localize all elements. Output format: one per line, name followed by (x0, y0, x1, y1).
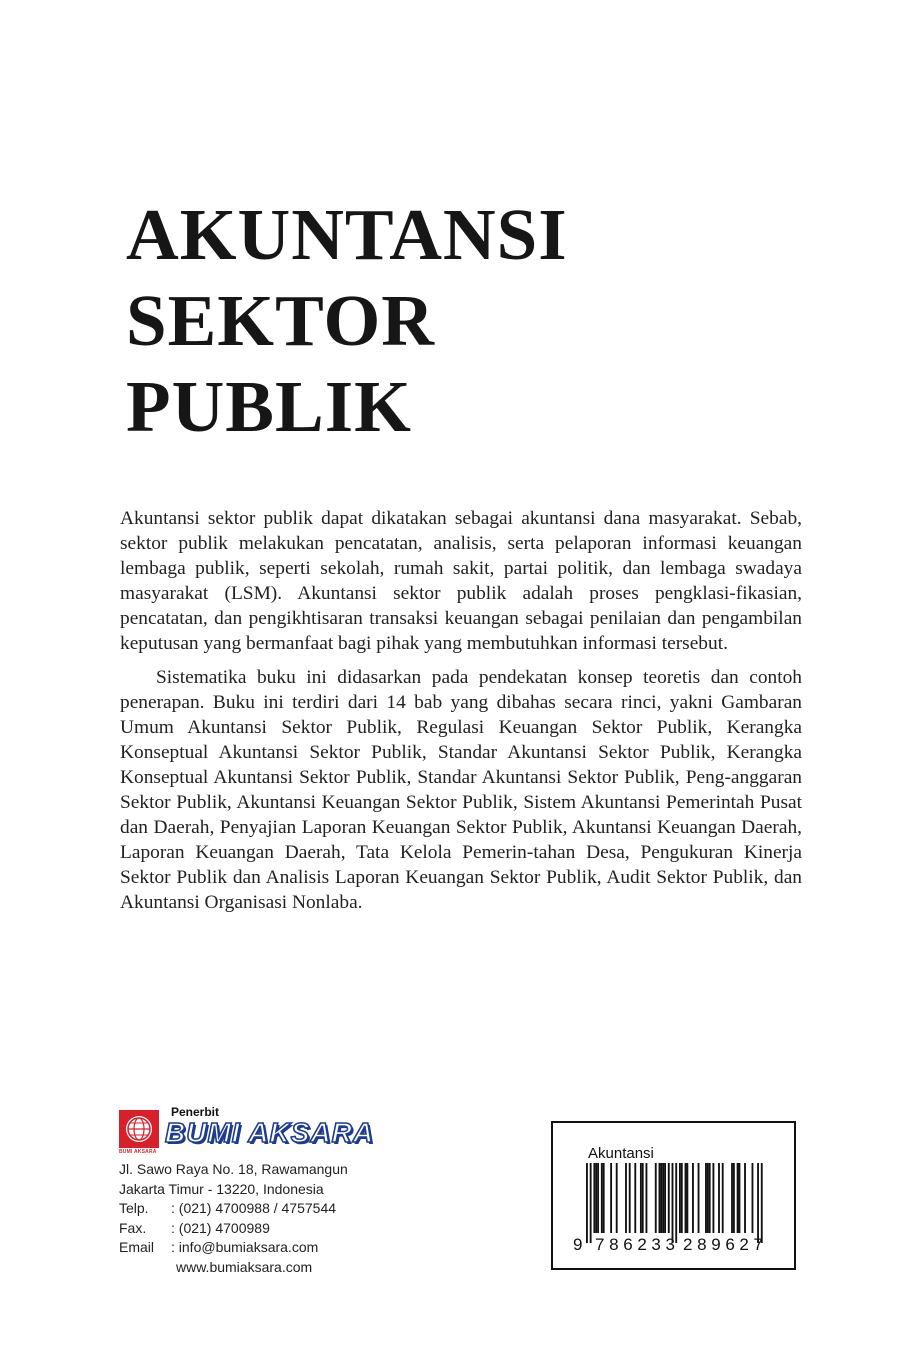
barcode-bar (601, 1163, 603, 1233)
barcode-bar (739, 1163, 741, 1233)
barcode-guard-bar (590, 1163, 592, 1243)
barcode-bar (610, 1163, 612, 1233)
barcode-bar (603, 1163, 605, 1233)
barcode-guard-bar (586, 1163, 588, 1243)
barcode-bar (646, 1163, 648, 1233)
barcode-bar (595, 1163, 597, 1233)
email-row (119, 1238, 348, 1258)
publisher-contact (119, 1160, 348, 1277)
email-value: : info@bumiaksara.com (171, 1239, 319, 1255)
barcode-leading-digit: 9 (573, 1235, 583, 1254)
barcode-bar (655, 1163, 657, 1233)
barcode-bar (752, 1163, 754, 1233)
website: www.bumiaksara.com (176, 1258, 313, 1275)
barcode-right-digits: 289627 (683, 1235, 763, 1254)
barcode-bar (686, 1163, 688, 1233)
barcode-bar (705, 1163, 707, 1233)
barcode-bar (593, 1163, 595, 1233)
publisher-label: Penerbit (171, 1105, 220, 1119)
address-line-2: Jakarta Timur - 13220, Indonesia (119, 1180, 324, 1197)
phone-row (119, 1199, 348, 1219)
barcode-bar (737, 1163, 739, 1233)
barcode-bar (681, 1163, 683, 1233)
barcode-bar (642, 1163, 644, 1233)
title-line-3: PUBLIK (126, 366, 412, 447)
barcode-bar (597, 1163, 599, 1233)
barcode-bar (659, 1163, 661, 1233)
barcode-bar (664, 1163, 666, 1233)
isbn-barcode (553, 1123, 794, 1268)
barcode-bar (685, 1163, 687, 1233)
barcode-guard-bar (672, 1163, 674, 1243)
barcode-bar (660, 1163, 662, 1233)
barcode-bar (616, 1163, 618, 1233)
barcode-bar (712, 1163, 714, 1233)
barcode-bar (662, 1163, 664, 1233)
fax-row (119, 1219, 348, 1239)
barcode-bar (707, 1163, 709, 1233)
barcode-guard-bar (757, 1163, 759, 1243)
phone-label: Telp. (119, 1200, 149, 1216)
title-line-1: AKUNTANSI (126, 194, 568, 275)
barcode-guard-bar (761, 1163, 763, 1243)
barcode-bar (733, 1163, 735, 1233)
barcode-bar (679, 1163, 681, 1233)
barcode-bar (668, 1163, 670, 1233)
logo-caption: BUMI AKSARA (119, 1149, 157, 1155)
barcode-guard-bar (675, 1163, 677, 1243)
barcode-bar (731, 1163, 733, 1233)
barcode-bar (640, 1163, 642, 1233)
publisher-logo (119, 1105, 419, 1153)
barcode-bar (692, 1163, 694, 1233)
barcode-bar (625, 1163, 627, 1233)
barcode-bar (744, 1163, 746, 1233)
publisher-name: BUMI AKSARA (165, 1117, 375, 1148)
barcode-bar (634, 1163, 636, 1233)
barcode-bar (629, 1163, 631, 1233)
barcode-bar (698, 1163, 700, 1233)
barcode-bar (718, 1163, 720, 1233)
book-title (126, 192, 568, 450)
bumi-aksara-logo-icon (119, 1110, 159, 1148)
fax-value: : (021) 4700989 (171, 1219, 270, 1236)
address-line-1: Jl. Sawo Raya No. 18, Rawamangun (119, 1161, 348, 1177)
email-label: Email (119, 1239, 155, 1255)
phone-value: : (021) 4700988 / 4757544 (171, 1200, 337, 1216)
barcode-bar (722, 1163, 724, 1233)
isbn-barcode-box (551, 1121, 796, 1270)
description-paragraph-1: Akuntansi sektor publik dapat dikatakan sebagai akuntansi dana masyarakat. Sebab, sektor publik melakukan pencatatan, analisis, serta pelaporan informasi keuangan lembaga publik, seperti sekolah, rumah sakit, partai politik, dan lembaga swadaya masyarakat (LSM). Akuntansi sektor publik adalah proses pengklasi-fikasian, pencatatan, dan pengikhtisaran transaksi keuangan sebagai penilaian dan pengambilan keputusan yang bermanfaat bagi pihak yang membutuhkan informasi tersebut. (120, 508, 802, 655)
fax-label: Fax. (119, 1219, 147, 1236)
barcode-bar (709, 1163, 711, 1233)
barcode-left-digits: 786233 (595, 1235, 675, 1254)
book-description (120, 506, 802, 924)
barcode-label: Akuntansi (588, 1145, 654, 1162)
title-line-2: SEKTOR (126, 280, 435, 361)
description-paragraph-2: Sistematika buku ini didasarkan pada pendekatan konsep teoretis dan contoh penerapan. Buku ini terdiri dari 14 bab yang dibahas secara rinci, yakni Gambaran Umum Akuntansi Sektor Publik, Regulasi Keuangan Sektor Publik, Kerangka Konseptual Akuntansi Sektor Publik, Standar Akuntansi Sektor Publik, Kerangka Konseptual Akuntansi Sektor Publik, Standar Akuntansi Sektor Publik, Peng-anggaran Sektor Publik, Akuntansi Keuangan Sektor Publik, Sistem Akuntansi Pemerintah Pusat dan Daerah, Penyajian Laporan Keuangan Sektor Publik, Akuntansi Keuangan Daerah, Laporan Keuangan Daerah, Tata Kelola Pemerin-tahan Desa, Pengukuran Kinerja Sektor Publik dan Analisis Laporan Keuangan Sektor Publik, Audit Sektor Publik, dan Akuntansi Organisasi Nonlaba. (120, 666, 802, 914)
